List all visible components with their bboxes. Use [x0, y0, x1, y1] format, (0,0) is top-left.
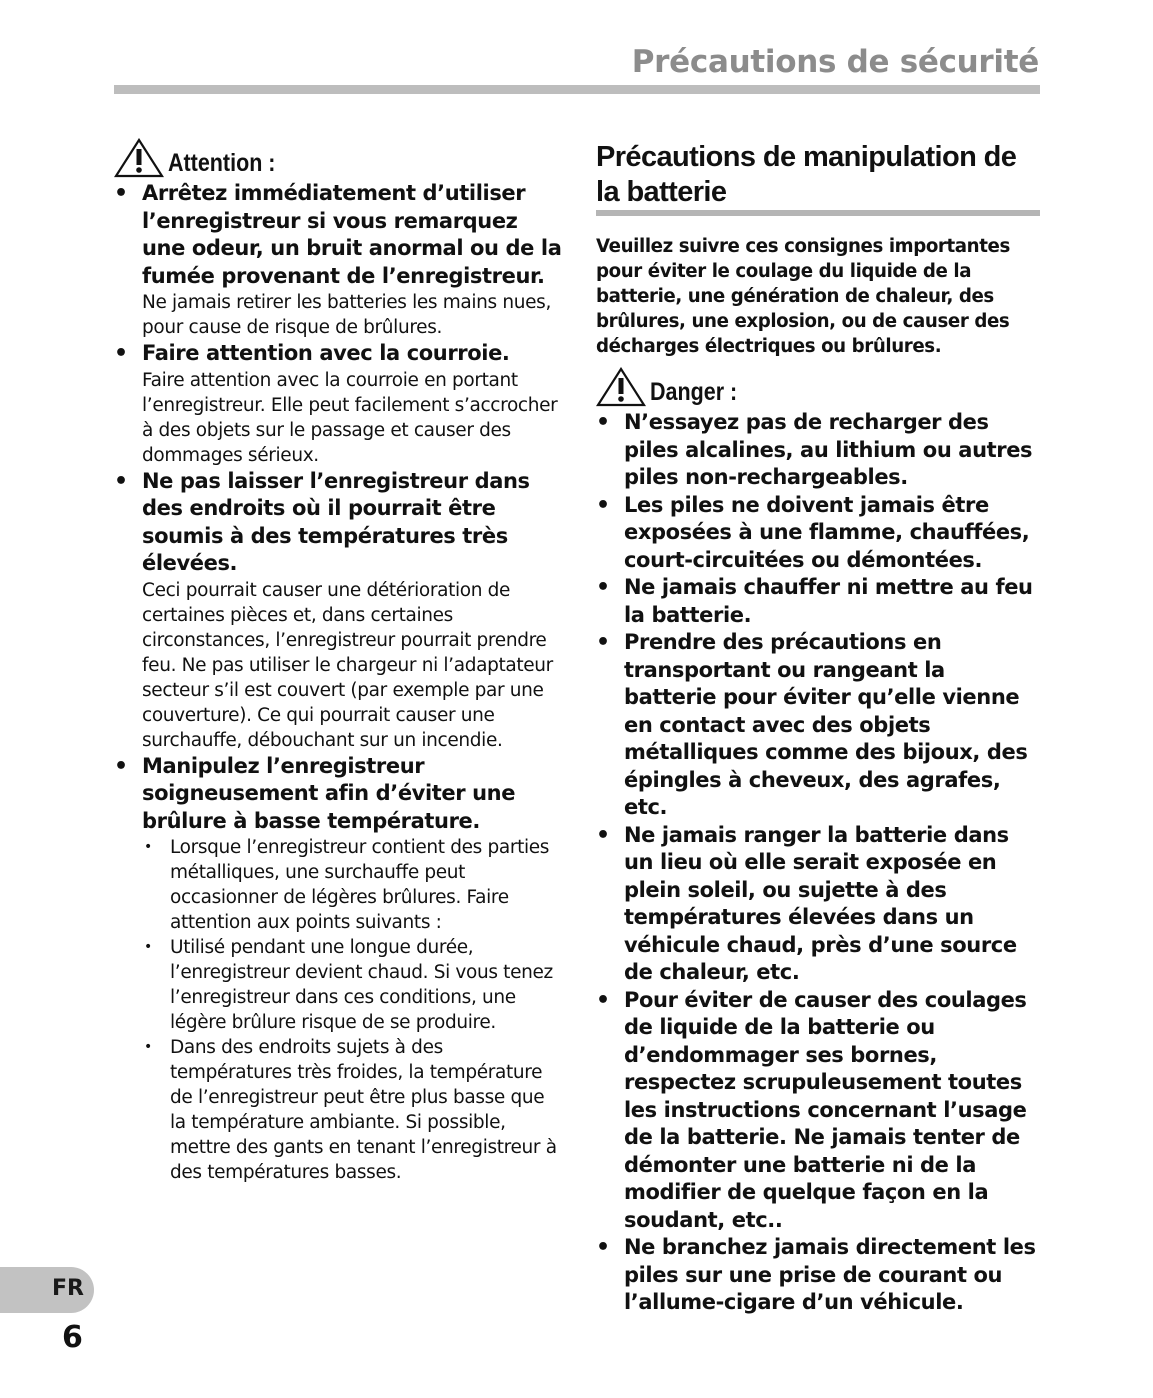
attention-label: Attention :	[168, 149, 276, 177]
list-item	[596, 492, 1041, 575]
attention-list	[114, 180, 564, 1185]
attention-column	[114, 138, 564, 1185]
page-number: 6	[62, 1320, 83, 1355]
warning-triangle-icon	[114, 138, 164, 178]
page-title: Précautions de sécurité	[631, 44, 1039, 80]
item-heading: Ne pas laisser l’enregistreur dans des endroits où il pourrait être soumis à des températures très élevées.	[142, 468, 530, 575]
danger-heading	[596, 367, 1041, 407]
danger-list	[596, 409, 1041, 1317]
language-tab	[0, 1267, 94, 1313]
item-heading: Manipulez l’enregistreur soigneusement afin d’éviter une brûlure à basse température.	[142, 753, 516, 833]
sub-list-item: • Lorsque l’enregistreur contient des parties métalliques, une surchauffe peut occasionner de légères brûlures. Faire attention aux points suivants :	[142, 835, 564, 935]
list-item	[596, 409, 1041, 492]
intro-text: Veuillez suivre ces consignes importantes pour éviter le coulage du liquide de la batterie, une génération de chaleur, des brûlures, une explosion, ou de causer des décharges électriques ou brûlures.	[596, 236, 1010, 357]
list-item	[596, 574, 1041, 629]
section-rule	[596, 210, 1040, 216]
list-item	[114, 180, 564, 340]
sub-list	[142, 835, 564, 1185]
battery-column	[596, 140, 1041, 1317]
attention-heading	[114, 138, 564, 178]
item-text: Ne branchez jamais directement les piles sur une prise de courant ou l’allume-cigare d’un véhicule.	[624, 1235, 1036, 1314]
language-label: FR	[52, 1276, 84, 1301]
list-item	[114, 340, 564, 468]
item-text: Ne jamais ranger la batterie dans un lieu où elle serait exposée en plein soleil, ou sujette à des températures élevées dans un véhicule chaud, près d’une source de chaleur, etc.	[624, 822, 1017, 984]
list-item	[596, 987, 1041, 1235]
item-text: Prendre des précautions en transportant ou rangeant la batterie pour éviter qu’elle vienne en contact avec des objets métalliques comme des bijoux, des épingles à cheveux, des agrafes, etc.	[624, 630, 1028, 819]
list-item	[114, 468, 564, 753]
section-title: Précautions de manipulation de la batterie	[596, 141, 1017, 208]
item-text: Ne jamais retirer les batteries les mains nues, pour cause de risque de brûlures.	[142, 292, 551, 338]
item-text: N’essayez pas de recharger des piles alcalines, au lithium ou autres piles non-rechargeables.	[624, 410, 1033, 489]
warning-triangle-icon	[596, 367, 646, 407]
item-text: Ceci pourrait causer une détérioration de certaines pièces et, dans certaines circonstances, l’enregistreur pourrait prendre feu. Ne pas utiliser le chargeur ni l’adaptateur secteur s’il est couvert (par exemple par une couverture). Ce qui pourrait causer une surchauffe, débouchant sur un incendie.	[142, 579, 553, 751]
list-item	[596, 822, 1041, 987]
item-text: Pour éviter de causer des coulages de liquide de la batterie ou d’endommager ses bornes, respectez scrupuleusement toutes les instructions concernant l’usage de la batterie. Ne jamais tenter de démonter une batterie ni de la modifier de quelque façon en la soudant, etc..	[624, 987, 1027, 1232]
item-heading: Faire attention avec la courroie.	[142, 341, 510, 365]
danger-label: Danger :	[650, 378, 738, 406]
item-text: Les piles ne doivent jamais être exposées à une flamme, chauffées, court-circuitées ou démontées.	[624, 492, 1030, 572]
title-rule	[114, 85, 1040, 94]
list-item	[596, 629, 1041, 822]
sub-list-item: • Dans des endroits sujets à des températures très froides, la température de l’enregistreur peut être plus basse que la température ambiante. Si possible, mettre des gants en tenant l’enregistreur à des températures basses.	[142, 1035, 564, 1185]
list-item	[596, 1234, 1041, 1317]
list-item	[114, 753, 564, 1186]
item-text: Faire attention avec la courroie en portant l’enregistreur. Elle peut facilement s’accrocher à des objets sur le passage et causer des dommages sérieux.	[142, 369, 558, 466]
item-text: Ne jamais chauffer ni mettre au feu la batterie.	[624, 575, 1033, 627]
sub-list-item: • Utilisé pendant une longue durée, l’enregistreur devient chaud. Si vous tenez l’enregistreur dans ces conditions, une légère brûlure risque de se produire.	[142, 935, 564, 1035]
item-heading: Arrêtez immédiatement d’utiliser l’enregistreur si vous remarquez une odeur, un bruit anormal ou de la fumée provenant de l’enregistreur.	[142, 181, 562, 288]
